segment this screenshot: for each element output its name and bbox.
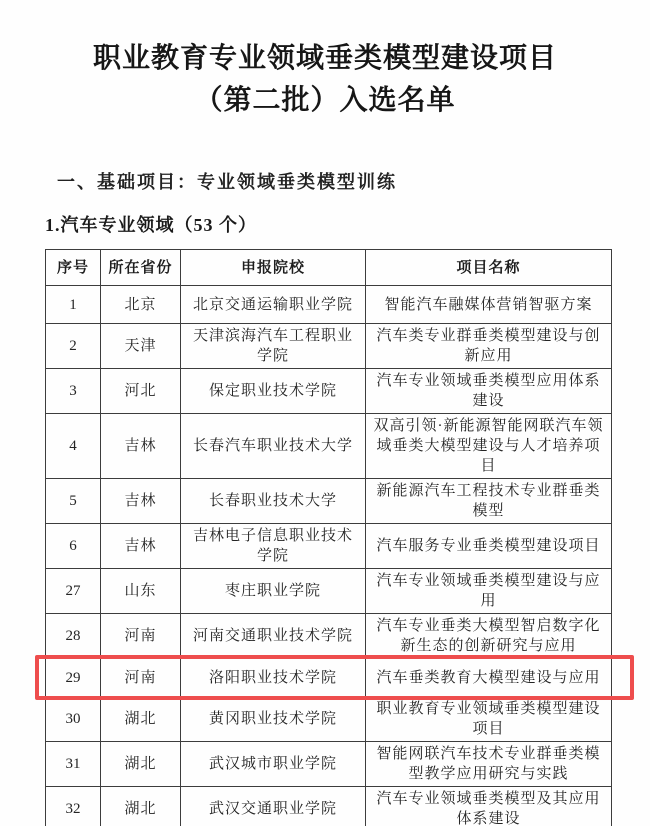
cell-institution: 天津滨海汽车工程职业学院 bbox=[181, 324, 366, 369]
column-header-project: 项目名称 bbox=[366, 250, 612, 286]
cell-institution: 武汉城市职业学院 bbox=[181, 742, 366, 787]
cell-institution: 保定职业技术学院 bbox=[181, 369, 366, 414]
cell-index: 6 bbox=[46, 524, 101, 569]
table-row bbox=[46, 414, 612, 479]
cell-index: 4 bbox=[46, 414, 101, 479]
cell-project: 双高引领·新能源智能网联汽车领域垂类大模型建设与人才培养项目 bbox=[366, 414, 612, 479]
table-row bbox=[46, 479, 612, 524]
cell-institution: 枣庄职业学院 bbox=[181, 569, 366, 614]
table-row bbox=[46, 286, 612, 324]
cell-province: 吉林 bbox=[101, 414, 181, 479]
cell-institution: 长春职业技术大学 bbox=[181, 479, 366, 524]
cell-project: 智能汽车融媒体营销智驱方案 bbox=[366, 286, 612, 324]
cell-index: 32 bbox=[46, 787, 101, 826]
cell-province: 天津 bbox=[101, 324, 181, 369]
table-body bbox=[46, 286, 612, 826]
table-row bbox=[46, 324, 612, 369]
cell-index: 29 bbox=[46, 659, 101, 697]
cell-province: 山东 bbox=[101, 569, 181, 614]
cell-index: 3 bbox=[46, 369, 101, 414]
cell-institution: 北京交通运输职业学院 bbox=[181, 286, 366, 324]
table-row bbox=[46, 369, 612, 414]
cell-institution: 洛阳职业技术学院 bbox=[181, 659, 366, 697]
cell-project: 新能源汽车工程技术专业群垂类模型 bbox=[366, 479, 612, 524]
table-row bbox=[46, 614, 612, 659]
cell-province: 湖北 bbox=[101, 742, 181, 787]
table-row bbox=[46, 569, 612, 614]
document-title-line1: 职业教育专业领域垂类模型建设项目 bbox=[92, 43, 557, 74]
cell-province: 湖北 bbox=[101, 697, 181, 742]
column-header-index: 序号 bbox=[46, 250, 101, 286]
cell-project: 汽车类专业群垂类模型建设与创新应用 bbox=[366, 324, 612, 369]
cell-institution: 吉林电子信息职业技术学院 bbox=[181, 524, 366, 569]
cell-project: 汽车专业垂类大模型智启数字化新生态的创新研究与应用 bbox=[366, 614, 612, 659]
section-heading: 一、基础项目：专业领域垂类模型训练 bbox=[57, 172, 397, 192]
cell-province: 河南 bbox=[101, 614, 181, 659]
cell-project: 职业教育专业领域垂类模型建设项目 bbox=[366, 697, 612, 742]
table-row bbox=[46, 787, 612, 826]
cell-province: 河南 bbox=[101, 659, 181, 697]
cell-project: 汽车服务专业垂类模型建设项目 bbox=[366, 524, 612, 569]
document-title-line2: （第二批）入选名单 bbox=[194, 85, 456, 116]
cell-index: 27 bbox=[46, 569, 101, 614]
projects-table bbox=[45, 249, 612, 826]
subsection-heading: 1.汽车专业领域（53 个） bbox=[45, 215, 257, 235]
cell-index: 5 bbox=[46, 479, 101, 524]
column-header-institution: 申报院校 bbox=[181, 250, 366, 286]
cell-institution: 长春汽车职业技术大学 bbox=[181, 414, 366, 479]
projects-table-container bbox=[45, 249, 613, 826]
table-row bbox=[46, 524, 612, 569]
cell-institution: 黄冈职业技术学院 bbox=[181, 697, 366, 742]
table-row bbox=[46, 742, 612, 787]
document-title bbox=[0, 38, 650, 122]
cell-project: 汽车专业领域垂类模型及其应用体系建设 bbox=[366, 787, 612, 826]
cell-index: 31 bbox=[46, 742, 101, 787]
table-row bbox=[46, 659, 612, 697]
cell-institution: 武汉交通职业学院 bbox=[181, 787, 366, 826]
column-header-province: 所在省份 bbox=[101, 250, 181, 286]
cell-project: 汽车垂类教育大模型建设与应用 bbox=[366, 659, 612, 697]
cell-institution: 河南交通职业技术学院 bbox=[181, 614, 366, 659]
cell-project: 智能网联汽车技术专业群垂类模型教学应用研究与实践 bbox=[366, 742, 612, 787]
cell-province: 吉林 bbox=[101, 524, 181, 569]
cell-province: 河北 bbox=[101, 369, 181, 414]
cell-index: 30 bbox=[46, 697, 101, 742]
cell-index: 28 bbox=[46, 614, 101, 659]
cell-province: 吉林 bbox=[101, 479, 181, 524]
cell-province: 湖北 bbox=[101, 787, 181, 826]
cell-project: 汽车专业领域垂类模型应用体系建设 bbox=[366, 369, 612, 414]
cell-province: 北京 bbox=[101, 286, 181, 324]
table-row bbox=[46, 697, 612, 742]
cell-project: 汽车专业领域垂类模型建设与应用 bbox=[366, 569, 612, 614]
cell-index: 2 bbox=[46, 324, 101, 369]
cell-index: 1 bbox=[46, 286, 101, 324]
table-header-row bbox=[46, 250, 612, 286]
